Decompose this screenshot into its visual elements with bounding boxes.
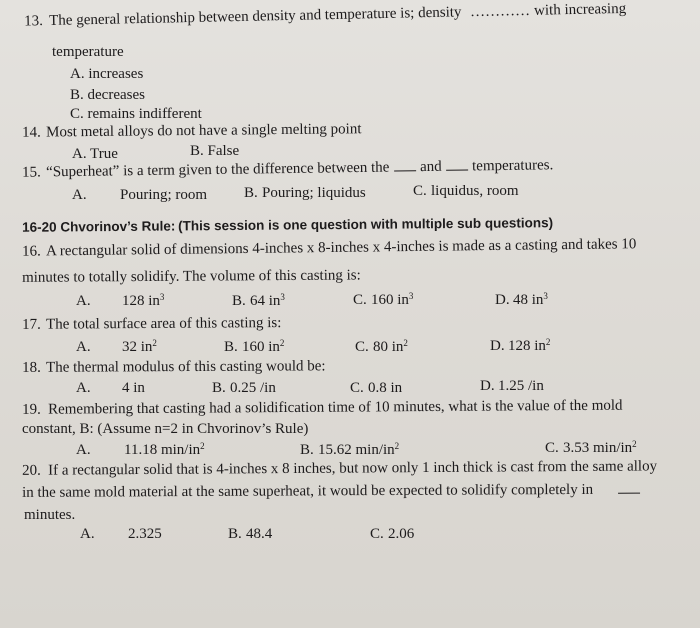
q15-option-b-text: Pouring; liquidus	[262, 185, 366, 201]
q20-text-cont: in the same mold material at the same superheat, it would be expected to solidify completely in	[22, 481, 594, 501]
q18-option-d-value: 1.25 /in	[498, 378, 544, 394]
q15-blank-2	[446, 157, 468, 175]
q19-option-b-letter: B.	[300, 442, 314, 458]
q17-option-b-letter: B.	[224, 339, 238, 355]
q19-option-a-letter: A.	[76, 442, 91, 458]
q16-text-cont: minutes to totally solidify. The volume of this casting is:	[22, 267, 361, 286]
q15-text-b: and	[419, 158, 442, 176]
q13-option-b-text: B. decreases	[70, 87, 145, 103]
q15-text-c: temperatures.	[471, 157, 554, 175]
q15-text-a: “Superheat” is a term given to the difference between the	[46, 159, 390, 181]
q15-option-c-text: liquidus, room	[431, 183, 519, 199]
q17-option-d-value: 128 $in^2$	[508, 337, 551, 354]
q19-option-c-value: 3.53 $\min/in^2$	[563, 439, 637, 456]
q17-option-a-letter: A.	[76, 339, 91, 355]
q13-option-c-text: C. remains indifferent	[70, 106, 202, 122]
q16-text: A rectangular solid of dimensions 4-inches x 8-inches x 4-inches is made as a casting and takes 10	[46, 236, 637, 260]
q18-option-b-letter: B.	[212, 380, 226, 396]
section-title: 16-20 Chvorinov’s Rule:	[22, 218, 176, 235]
q19-text: Remembering that casting had a solidification time of 10 minutes, what is the value of the mold	[48, 397, 623, 418]
q20-option-b-letter: B.	[228, 526, 242, 542]
section-note: (This session is one question with multiple sub questions)	[178, 215, 554, 234]
q14-number: 14.	[22, 124, 41, 141]
q16-number: 16.	[22, 243, 41, 260]
q13-text-cont: temperature	[52, 44, 124, 60]
q20-option-a-value: 2.325	[128, 526, 162, 542]
q18-option-a-letter: A.	[76, 380, 91, 396]
q20-blank	[618, 481, 640, 499]
q14-option-a: A. True	[72, 146, 118, 162]
q14-text: Most metal alloys do not have a single melting point	[46, 121, 362, 141]
q20-option-a-letter: A.	[80, 526, 95, 542]
q19-text-cont: constant, B: (Assume n=2 in Chvorinov’s Rule)	[22, 421, 309, 437]
q18-text: The thermal modulus of this casting would be:	[46, 358, 326, 376]
q13-text: The general relationship between density and temperature is; density	[49, 4, 462, 29]
q14-option-b: B. False	[190, 143, 240, 159]
q17-text: The total surface area of this casting is:	[46, 315, 282, 333]
q18-number: 18.	[22, 359, 41, 376]
q16-option-b-value: 64 $in^3$	[250, 292, 285, 309]
q15-option-b-letter: B.	[244, 185, 258, 201]
q17-number: 17.	[22, 316, 41, 333]
q17-option-a-value: 32 $in^2$	[122, 338, 157, 355]
q18-option-d-letter: D.	[480, 378, 495, 394]
q18-option-a-value: 4 in	[122, 380, 145, 396]
q17-option-b-value: 160 $in^2$	[242, 338, 285, 355]
q16-option-d-value: 48 $in^3$	[513, 291, 548, 308]
q20-text: If a rectangular solid that is 4-inches x 8 inches, but now only 1 inch thick is cast from the same alloy	[48, 458, 658, 479]
q17-option-c-value: 80 $in^2$	[373, 338, 408, 355]
q15-option-a-letter: A.	[72, 187, 87, 203]
q16-option-a-letter: A.	[76, 293, 91, 309]
q20-option-c-letter: C.	[370, 526, 384, 542]
q19-option-c-letter: C.	[545, 440, 559, 456]
q19-number: 19.	[22, 401, 41, 418]
q16-option-d-letter: D.	[495, 292, 510, 308]
q19-option-b-value: 15.62 $\min/in^2$	[318, 441, 400, 458]
q20-option-b-value: 48.4	[246, 526, 273, 542]
q17-option-c-letter: C.	[355, 339, 369, 355]
q13-number: 13.	[24, 13, 44, 30]
q15-option-c-letter: C.	[413, 183, 427, 199]
q15-option-a-text: Pouring; room	[120, 187, 208, 203]
q20-text-end: minutes.	[24, 507, 76, 523]
q16-option-a-value: 128 $in^3$	[122, 292, 165, 309]
q15-number: 15.	[22, 164, 41, 181]
q13-dots: …………	[469, 2, 531, 21]
q15-blank-1	[394, 158, 416, 176]
q13-text-end: with increasing	[533, 0, 627, 19]
q16-option-c-value: 160 $in^3$	[371, 291, 414, 308]
q18-option-b-value: 0.25 /in	[230, 380, 276, 396]
q17-option-d-letter: D.	[490, 338, 505, 354]
q16-option-b-letter: B.	[232, 293, 246, 309]
q20-number: 20.	[22, 462, 41, 479]
q18-option-c-value: 0.8 in	[368, 380, 403, 396]
q19-option-a-value: 11.18 $\min/in^2$	[124, 441, 205, 458]
q20-option-c-value: 2.06	[388, 526, 415, 542]
q16-option-c-letter: C.	[353, 292, 367, 308]
q18-option-c-letter: C.	[350, 380, 364, 396]
q13-option-a-text: A. increases	[70, 66, 144, 82]
